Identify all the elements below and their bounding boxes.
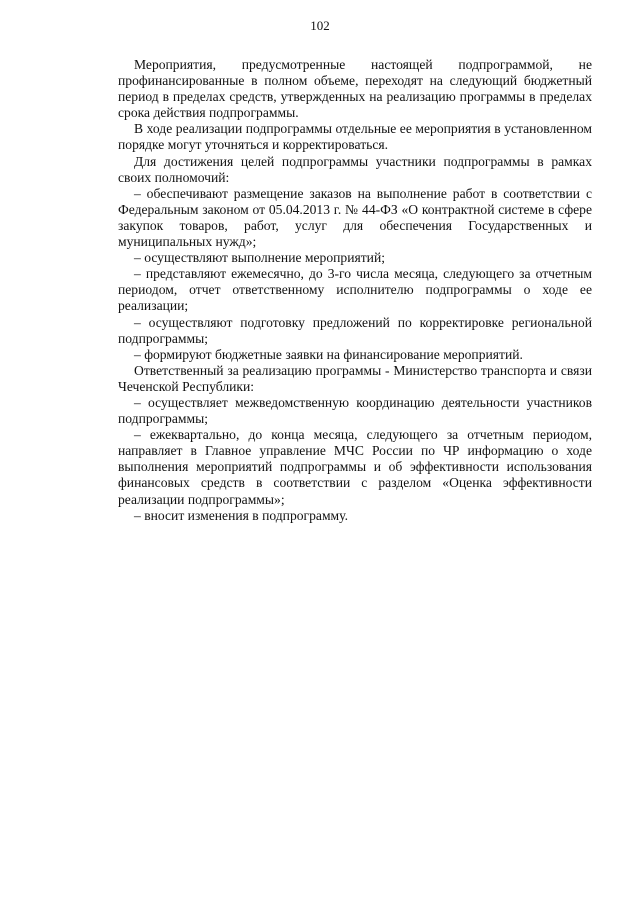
paragraph-unfunded-measures: Мероприятия, предусмотренные настоящей подпрограммой, не профинансированные в полном объеме, переходят на следующий бюджетный период в пределах средств, утвержденных на реализацию программы в пределах срока действия подпрограммы. bbox=[118, 57, 592, 121]
list-item-amendments: – вносит изменения в подпрограмму. bbox=[134, 507, 348, 523]
list-item-implementation: – осуществляют выполнение мероприятий; bbox=[134, 250, 385, 266]
list-item-monthly-report: – представляют ежемесячно, до 3-го числа месяца, следующего за отчетным периодом, отчет ответственному исполнителю подпрограммы о ходе ее реализации; bbox=[118, 266, 592, 314]
list-item-quarterly-report: – ежеквартально, до конца месяца, следующего за отчетным периодом, направляет в Главное управление МЧС России по ЧР информацию о ходе выполнения мероприятий подпрограммы и об эффективности использования финансовых средств в соответствии с разделом «Оценка эффективности реализации подпрограммы»; bbox=[118, 427, 592, 507]
list-item-coordination: – осуществляет межведомственную координацию деятельности участников подпрограммы; bbox=[118, 394, 592, 427]
list-item-budget-requests: – формируют бюджетные заявки на финансирование мероприятий. bbox=[134, 346, 523, 362]
list-item-proposals: – осуществляют подготовку предложений по корректировке региональной подпрограммы; bbox=[118, 314, 592, 346]
paragraph-adjustments: В ходе реализации подпрограммы отдельные ее мероприятия в установленном порядке могут уточняться и корректироваться. bbox=[118, 121, 592, 153]
list-item-procurement: – обеспечивают размещение заказов на выполнение работ в соответствии с Федеральным законом от 05.04.2013 г. № 44-ФЗ «О контрактной системе в сфере закупок товаров, работ, услуг для обеспечения Государственных и муниципальных нужд»; bbox=[118, 185, 592, 250]
paragraph-responsible-ministry: Ответственный за реализацию программы - Министерство транспорта и связи Чеченской Республики: bbox=[118, 362, 592, 394]
document-body bbox=[118, 57, 592, 524]
page-number: 102 bbox=[310, 18, 330, 33]
paragraph-participants-intro: Для достижения целей подпрограммы участники подпрограммы в рамках своих полномочий: bbox=[118, 153, 592, 185]
